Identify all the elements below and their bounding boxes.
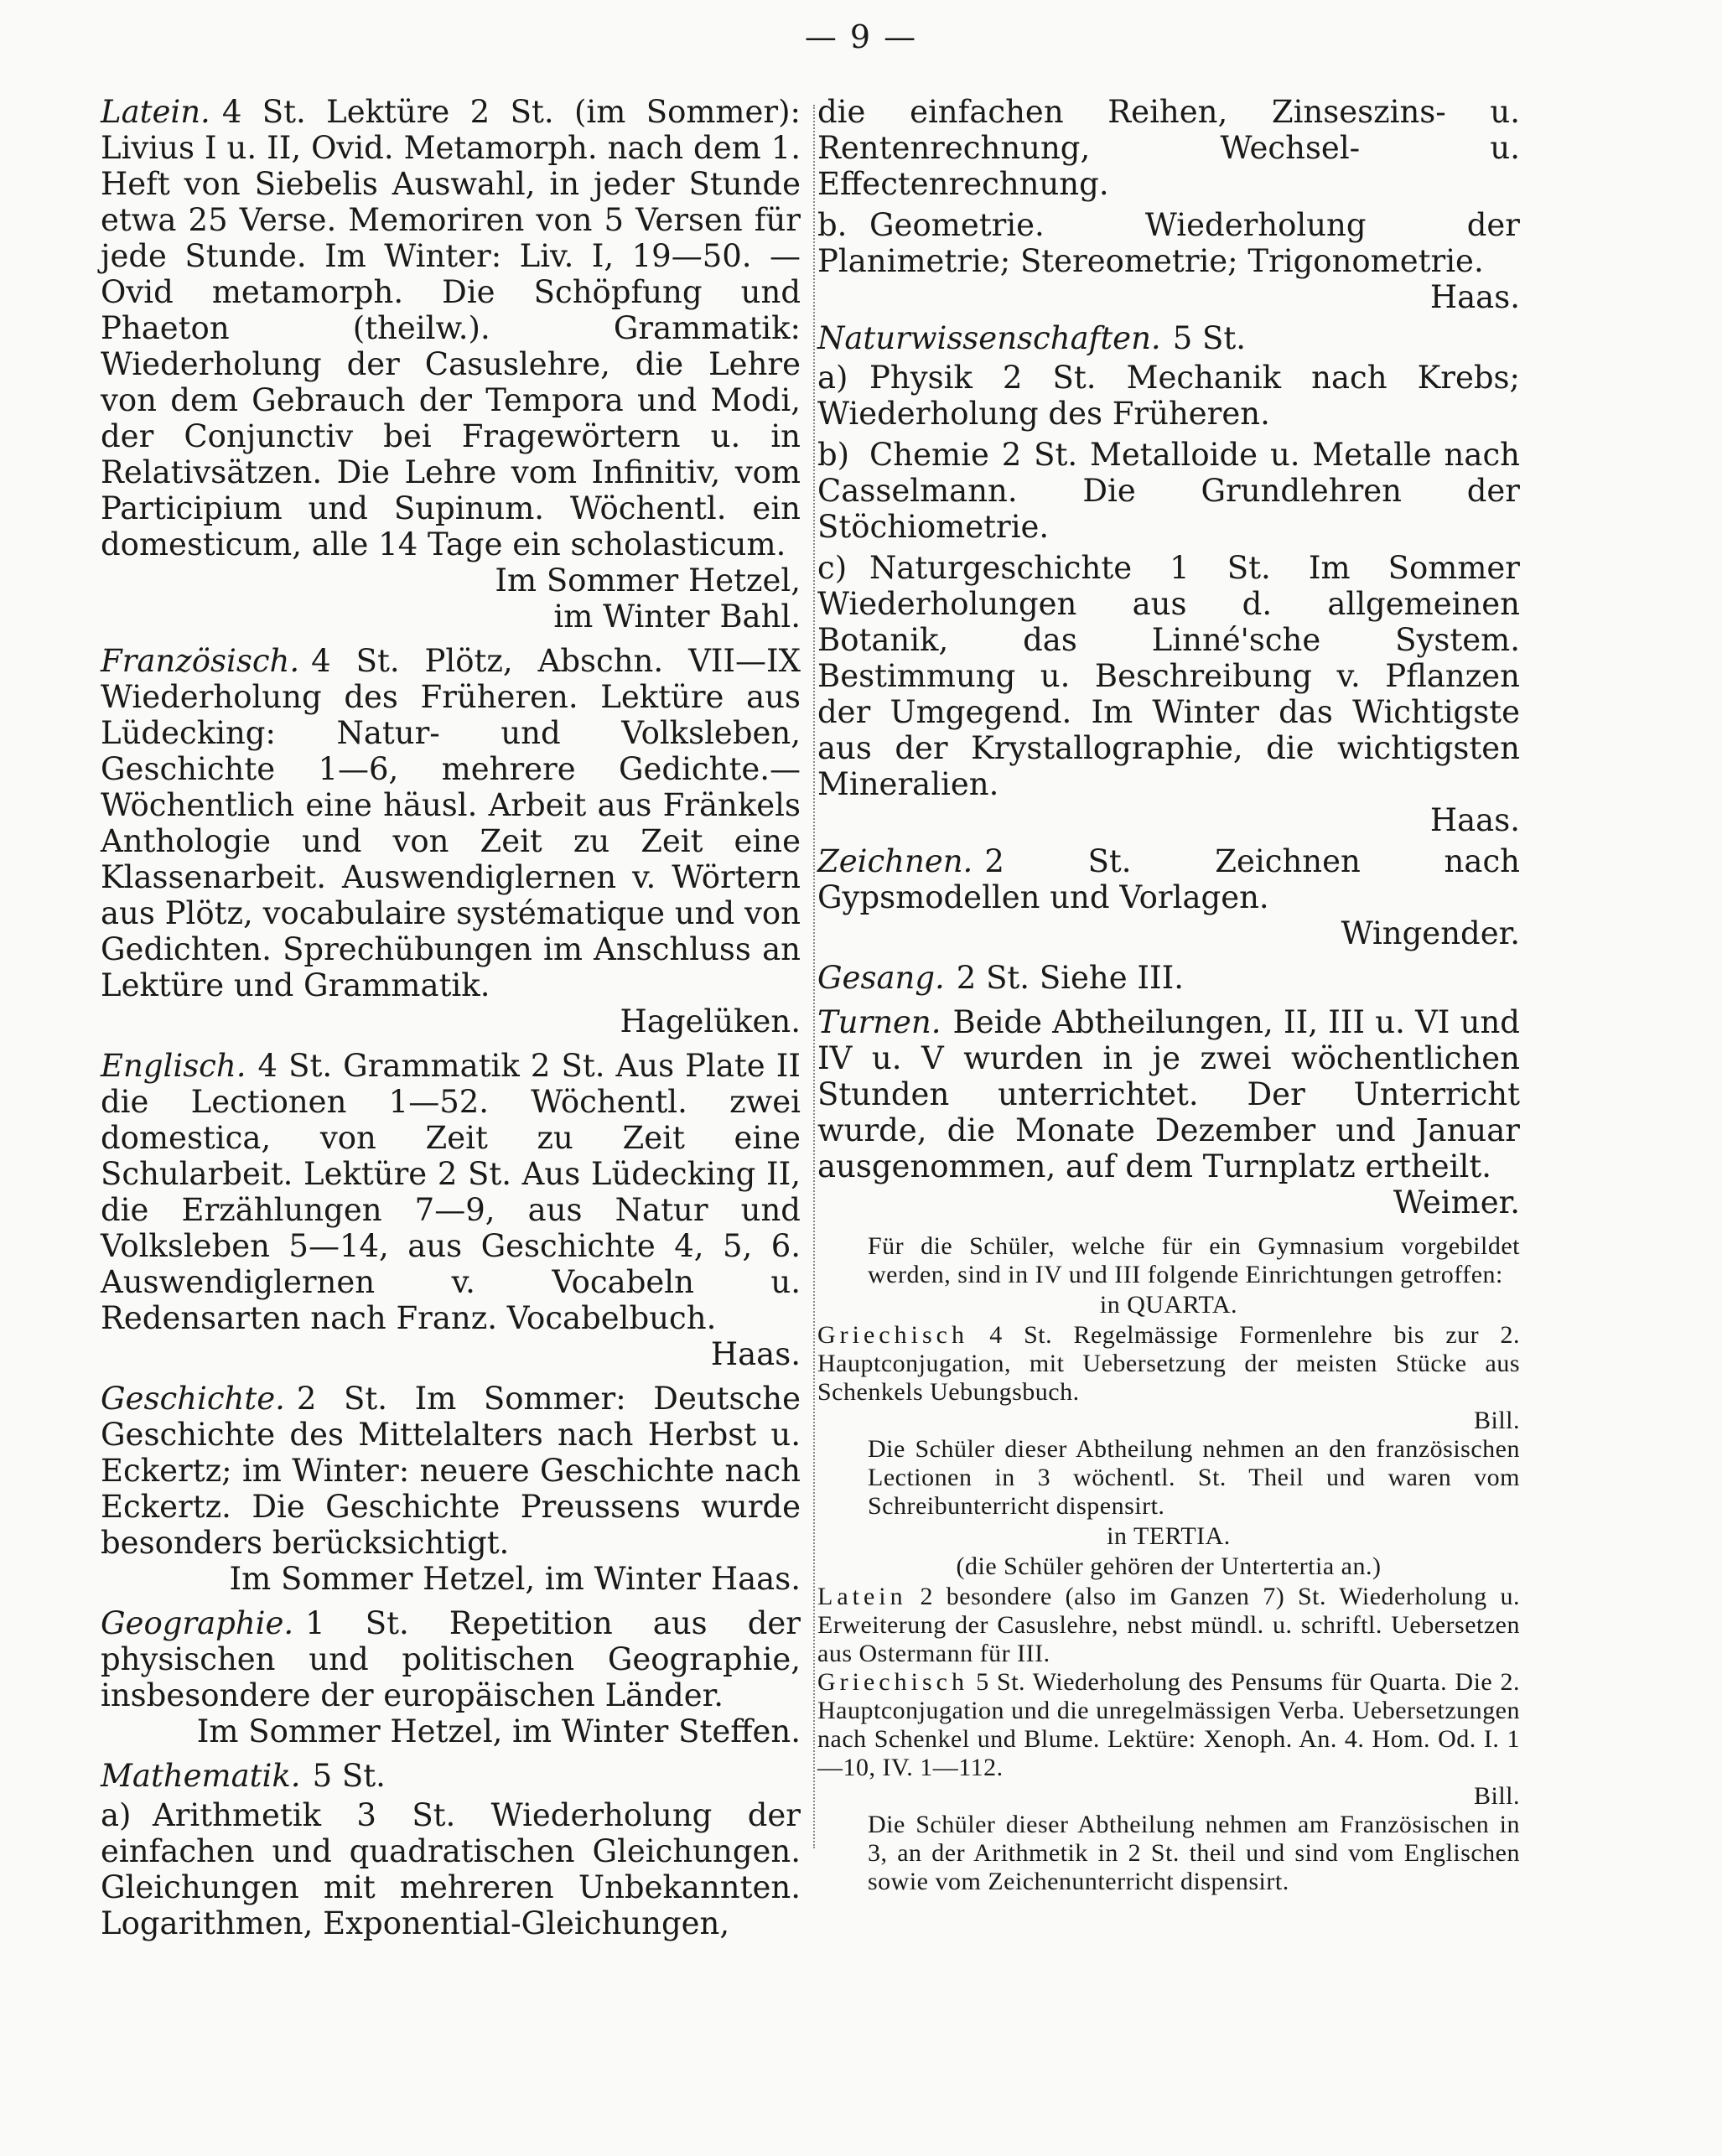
label-mathematik-a: a) [101,1797,132,1833]
text-quarta-griechisch: 4 St. Regelmässige Formenlehre bis zur 2. Hauptconjugation, mit Uebersetzung der meisten Stücke aus Schenkels Uebungsbuch. [817,1321,1520,1406]
teacher-englisch: Haas. [710,1336,801,1372]
quarta-heading: in QUARTA. [1099,1291,1238,1319]
text-englisch: 4 St. Grammatik 2 St. Aus Plate II die Lectionen 1—52. Wöchentl. zwei domestica, von Zeit zu Zeit eine Schularbeit. Lektüre 2 St. Aus Lüdecking II, die Erzählungen 7—9, aus Natur und Volksleben 5—14, aus Geschichte 4, 5, 6. Auswendiglernen v. Vocabeln u. Redensarten nach Franz. Vocabelbuch. [101,1048,801,1336]
quarta-dispens: Die Schüler dieser Abtheilung nehmen an den französischen Lectionen in 3 wöchentl. St. Theil und waren vom Schreibunterricht dispensirt. [868,1435,1520,1520]
entry-englisch [101,1048,801,1372]
page-number: — 9 — [804,18,918,55]
natur-c [817,550,1520,838]
entry-zeichnen [817,843,1520,951]
tertia-dispens: Die Schüler dieser Abtheilung nehmen am Französischen in 3, an der Arithmetik in 2 St. theil und sind vom Englischen sowie vom Zeichenunterricht dispensirt. [868,1811,1520,1895]
subject-naturwissenschaften: Naturwissenschaften. [817,320,1161,356]
teacher-naturwissenschaften: Haas. [1429,802,1520,838]
tertia-griechisch [817,1668,1520,1811]
text-geschichte: 2 St. Im Sommer: Deutsche Geschichte des Mittelalters nach Herbst u. Eckertz; im Winter: neuere Geschichte nach Eckertz. Die Geschichte Preussens wurde besonders berücksichtigt. [101,1381,801,1561]
text-gesang: 2 St. Siehe III. [956,960,1184,996]
label-tertia-griechisch: Griechisch [817,1668,968,1696]
text-zeichnen: 2 St. Zeichnen nach Gypsmodellen und Vorlagen. [817,843,1520,915]
subject-englisch: Englisch. [101,1048,246,1084]
entry-geographie [101,1605,801,1749]
left-column [101,94,801,1946]
text-mathematik-b: Geometrie. Wiederholung der Planimetrie; Stereometrie; Trigonometrie. [817,207,1520,279]
entry-gesang [817,960,1520,996]
label-natur-a: a) [817,360,848,396]
teacher-latein-2: im Winter Bahl. [553,599,801,635]
entry-geschichte [101,1381,801,1597]
hours-mathematik: 5 St. [312,1758,386,1794]
teacher-tertia-griechisch: Bill. [1473,1782,1520,1810]
label-natur-b: b) [817,437,850,473]
subject-mathematik: Mathematik. [101,1758,301,1794]
mathematik-a-cont [817,94,1520,202]
teacher-quarta-griechisch: Bill. [1473,1407,1520,1434]
tertia-subheading: (die Schüler gehören der Untertertia an.) [956,1552,1382,1580]
entry-franzoesisch [101,643,801,1039]
column-divider [813,105,815,1848]
tertia-heading: in TERTIA. [1107,1522,1231,1550]
label-quarta-griechisch: Griechisch [817,1321,968,1349]
subject-latein: Latein. [101,94,210,130]
text-natur-c: Naturgeschichte 1 St. Im Sommer Wiederholungen aus d. allgemeinen Botanik, das Linné'sche System. Bestimmung u. Beschreibung v. Pflanzen der Umgegend. Im Winter das Wichtigste aus der Krystallographie, die wichtigsten Mineralien. [817,550,1520,802]
entry-mathematik [101,1758,801,1794]
entry-latein [101,94,801,635]
text-mathematik-a: Arithmetik 3 St. Wiederholung der einfachen und quadratischen Gleichungen. Gleichungen mit mehreren Unbekannten. Logarithmen, Exponential-Gleichungen, [101,1797,801,1941]
text-franzoesisch: 4 St. Plötz, Abschn. VII—IX Wiederholung des Früheren. Lektüre aus Lüdecking: Natur- und Volksleben, Geschichte 1—6, mehrere Gedichte.— Wöchentlich eine häusl. Arbeit aus Fränkels Anthologie und von Zeit zu Zeit eine Klassenarbeit. Auswendiglernen v. Wörtern aus Plötz, vocabulaire systématique und von Gedichten. Sprechübungen im Anschluss an Lektüre und Grammatik. [101,643,801,1003]
subject-geographie: Geographie. [101,1605,294,1641]
tertia-latein [817,1583,1520,1668]
teacher-franzoesisch: Hagelüken. [620,1003,801,1039]
subject-geschichte: Geschichte. [101,1381,285,1417]
text-tertia-griechisch: 5 St. Wiederholung des Pensums für Quarta. Die 2. Hauptconjugation und die unregelmässigen Verba. Uebersetzungen nach Schenkel und Blume. Lektüre: Xenoph. An. 4. Hom. Od. I. 1—10, IV. 1—112. [817,1668,1521,1781]
label-natur-c: c) [817,550,848,586]
text-natur-b: Chemie 2 St. Metalloide u. Metalle nach Casselmann. Die Grundlehren der Stöchiometrie. [817,437,1520,545]
teacher-turnen: Weimer. [1393,1184,1520,1221]
subject-zeichnen: Zeichnen. [817,843,973,879]
hours-naturwissenschaften: 5 St. [1172,320,1246,356]
label-tertia-latein: Latein [817,1583,907,1610]
teacher-geschichte: Im Sommer Hetzel, im Winter Haas. [229,1561,801,1597]
entry-naturwissenschaften [817,320,1520,356]
subject-turnen: Turnen. [817,1004,941,1040]
label-mathematik-b: b. [817,207,848,243]
mathematik-b [817,207,1520,315]
natur-a [817,360,1520,432]
mathematik-a [101,1797,801,1941]
text-turnen: Beide Abtheilungen, II, III u. VI und IV u. V wurden in je zwei wöchentlichen Stunden unterrichtet. Der Unterricht wurde, die Monate Dezember und Januar ausgenommen, auf dem Turnplatz ertheilt. [817,1004,1520,1184]
subject-gesang: Gesang. [817,960,945,996]
text-tertia-latein: 2 besondere (also im Ganzen 7) St. Wiederholung u. Erweiterung der Casuslehre, nebst mündl. u. schriftl. Uebersetzen aus Ostermann für III. [817,1583,1520,1667]
subject-franzoesisch: Französisch. [101,643,300,679]
note-intro: Für die Schüler, welche für ein Gymnasium vorgebildet werden, sind in IV und III folgende Einrichtungen getroffen: [868,1232,1520,1288]
teacher-geographie: Im Sommer Hetzel, im Winter Steffen. [196,1713,801,1749]
quarta-griechisch [817,1321,1520,1435]
teacher-latein-1: Im Sommer Hetzel, [495,562,801,599]
gymnasium-note [817,1232,1520,1896]
text-mathematik-a-cont: die einfachen Reihen, Zinseszins- u. Rentenrechnung, Wechsel- u. Effectenrechnung. [817,94,1520,202]
right-column [817,94,1520,1896]
entry-turnen [817,1004,1520,1221]
text-geographie: 1 St. Repetition aus der physischen und politischen Geographie, insbesondere der europäischen Länder. [101,1605,801,1713]
teacher-mathematik: Haas. [1429,279,1520,315]
natur-b [817,437,1520,545]
teacher-zeichnen: Wingender. [1341,915,1520,951]
text-natur-a: Physik 2 St. Mechanik nach Krebs; Wiederholung des Früheren. [817,360,1520,432]
text-latein: 4 St. Lektüre 2 St. (im Sommer): Livius I u. II, Ovid. Metamorph. nach dem 1. Heft von Siebelis Auswahl, in jeder Stunde etwa 25 Verse. Memoriren von 5 Versen für jede Stunde. Im Winter: Liv. I, 19—50. — Ovid metamorph. Die Schöpfung und Phaeton (theilw.). Grammatik: Wiederholung der Casuslehre, die Lehre von dem Gebrauch der Tempora und Modi, der Conjunctiv bei Fragewörtern u. in Relativsätzen. Die Lehre vom Infinitiv, vom Participium und Supinum. Wöchentl. ein domesticum, alle 14 Tage ein scholasticum. [101,94,801,562]
